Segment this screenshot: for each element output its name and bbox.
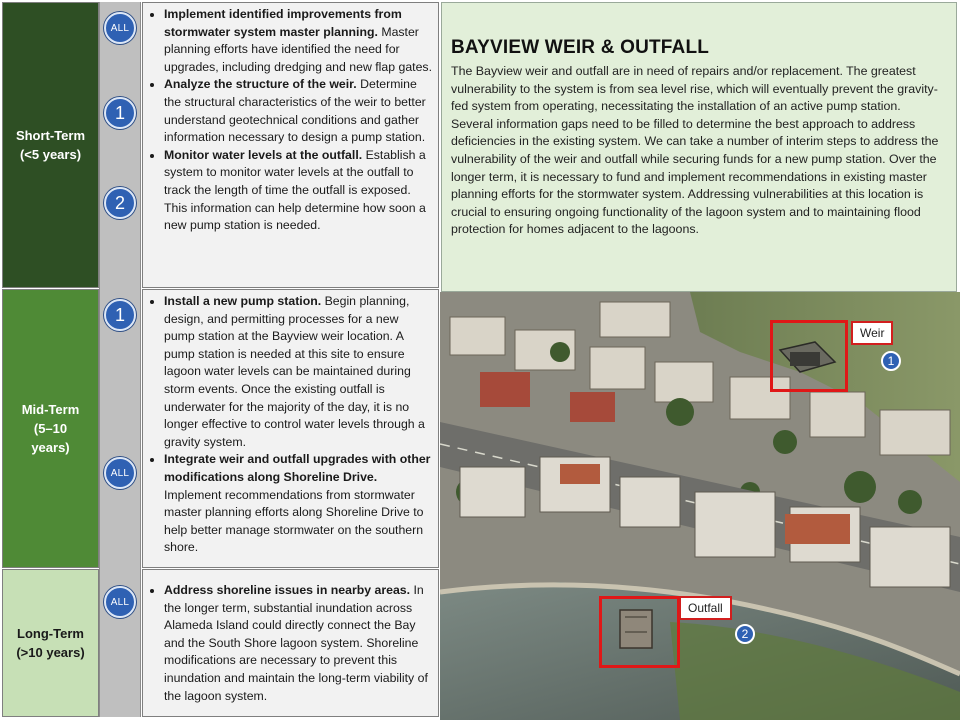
info-panel [441, 2, 957, 292]
action-text: Begin planning, design, and permitting processes for a new pump station at the Bayview weir location. A pump station is needed at this site to ensure lagoon water levels can be maintained during storm events. Once the existing outfall is underwater for the majority of the day, it is no longer effective to control water levels through a gravity system. [164, 294, 425, 449]
term-label-mid-text: Mid-Term (5–10 years) [21, 402, 80, 455]
outfall-map-badge [735, 624, 755, 644]
term-label-long [2, 569, 99, 717]
actions-short-list [150, 6, 432, 235]
action-title: Address shoreline issues in nearby areas. [164, 583, 411, 597]
badge-text: 1 [114, 102, 125, 123]
actions-mid-list [150, 293, 432, 557]
map-badge-text: 2 [741, 627, 749, 641]
outfall-callout-label: Outfall [688, 601, 723, 615]
badge-all-mid [104, 457, 136, 489]
action-title: Integrate weir and outfall upgrades with other modifications along Shoreline Drive. [164, 452, 431, 484]
term-label-mid [2, 289, 99, 568]
weir-callout [851, 321, 893, 345]
action-text: Implement recommendations from stormwater master planning efforts along Shoreline Drive to help better manage stormwater on the southern shore. [164, 487, 424, 555]
weir-map-badge [881, 351, 901, 371]
action-title: Monitor water levels at the outfall. [164, 147, 363, 162]
badge-1-short [104, 97, 136, 129]
actions-long-term [142, 569, 439, 717]
badge-2-short [104, 187, 136, 219]
badge-all-long [104, 586, 136, 618]
badge-text: ALL [110, 467, 130, 479]
action-item [164, 76, 432, 146]
badge-text: 2 [114, 192, 125, 213]
action-item [164, 582, 432, 705]
action-title: Implement identified improvements from stormwater system master planning. [164, 7, 402, 39]
action-title: Analyze the structure of the weir. [164, 77, 357, 92]
action-item [164, 293, 432, 451]
actions-long-list [150, 582, 432, 705]
actions-mid-term [142, 289, 439, 568]
badge-all-short [104, 12, 136, 44]
action-item [164, 147, 432, 235]
action-text: Determine the structural characteristics of the weir to better understand geotechnical conditions and gather information necessary to design a pump station. [164, 77, 426, 145]
action-text: Master planning efforts have identified the need for upgrades, including dredging and new flap gates. [164, 24, 432, 74]
action-title: Install a new pump station. [164, 294, 322, 308]
term-label-short [2, 2, 99, 288]
action-text: Establish a system to monitor water levels at the outfall to track the length of time the outfall is exposed. This information can help determine how soon a new pump station is needed. [164, 147, 426, 233]
weir-highlight-box [770, 320, 848, 392]
info-title: BAYVIEW WEIR & OUTFALL [451, 37, 710, 58]
actions-short-term [142, 2, 439, 288]
info-body: The Bayview weir and outfall are in need of repairs and/or replacement. The greatest vulnerability to the system is from sea level rise, which will eventually prevent the gravity-fed system from operating, necessitating the installation of an active pump station. Several information gaps need to be filled to determine the best approach to address deficiencies in the existing system. We can take a number of interim steps to address the vulnerability of the weir and outfall while securing funds for a new pump station. Over the longer term, it is necessary to fund and implement recommendations in existing master planning efforts for the stormwater system. Addressing vulnerabilities at this location is crucial to ensuring ongoing functionality of the lagoon system and to maintaining flood protection for homes adjacent to the lagoons. [451, 64, 939, 237]
term-label-short-text: Short-Term (<5 years) [15, 128, 86, 162]
badge-text: ALL [110, 22, 130, 34]
term-label-long-text: Long-Term (>10 years) [16, 626, 85, 660]
map-badge-text: 1 [887, 354, 895, 368]
outfall-highlight-box [599, 596, 680, 668]
action-item [164, 451, 432, 557]
action-text: In the longer term, substantial inundation across Alameda Island could directly connect the Bay and the South Shore lagoon system. Shoreline modifications are necessary to prevent this inundation and maintain the long-term viability of the lagoon system. [164, 583, 428, 703]
outfall-callout [679, 596, 732, 620]
action-item [164, 6, 432, 76]
weir-callout-label: Weir [860, 326, 885, 340]
badge-1-mid [104, 299, 136, 331]
badge-text: ALL [110, 596, 130, 608]
badge-text: 1 [114, 304, 125, 325]
